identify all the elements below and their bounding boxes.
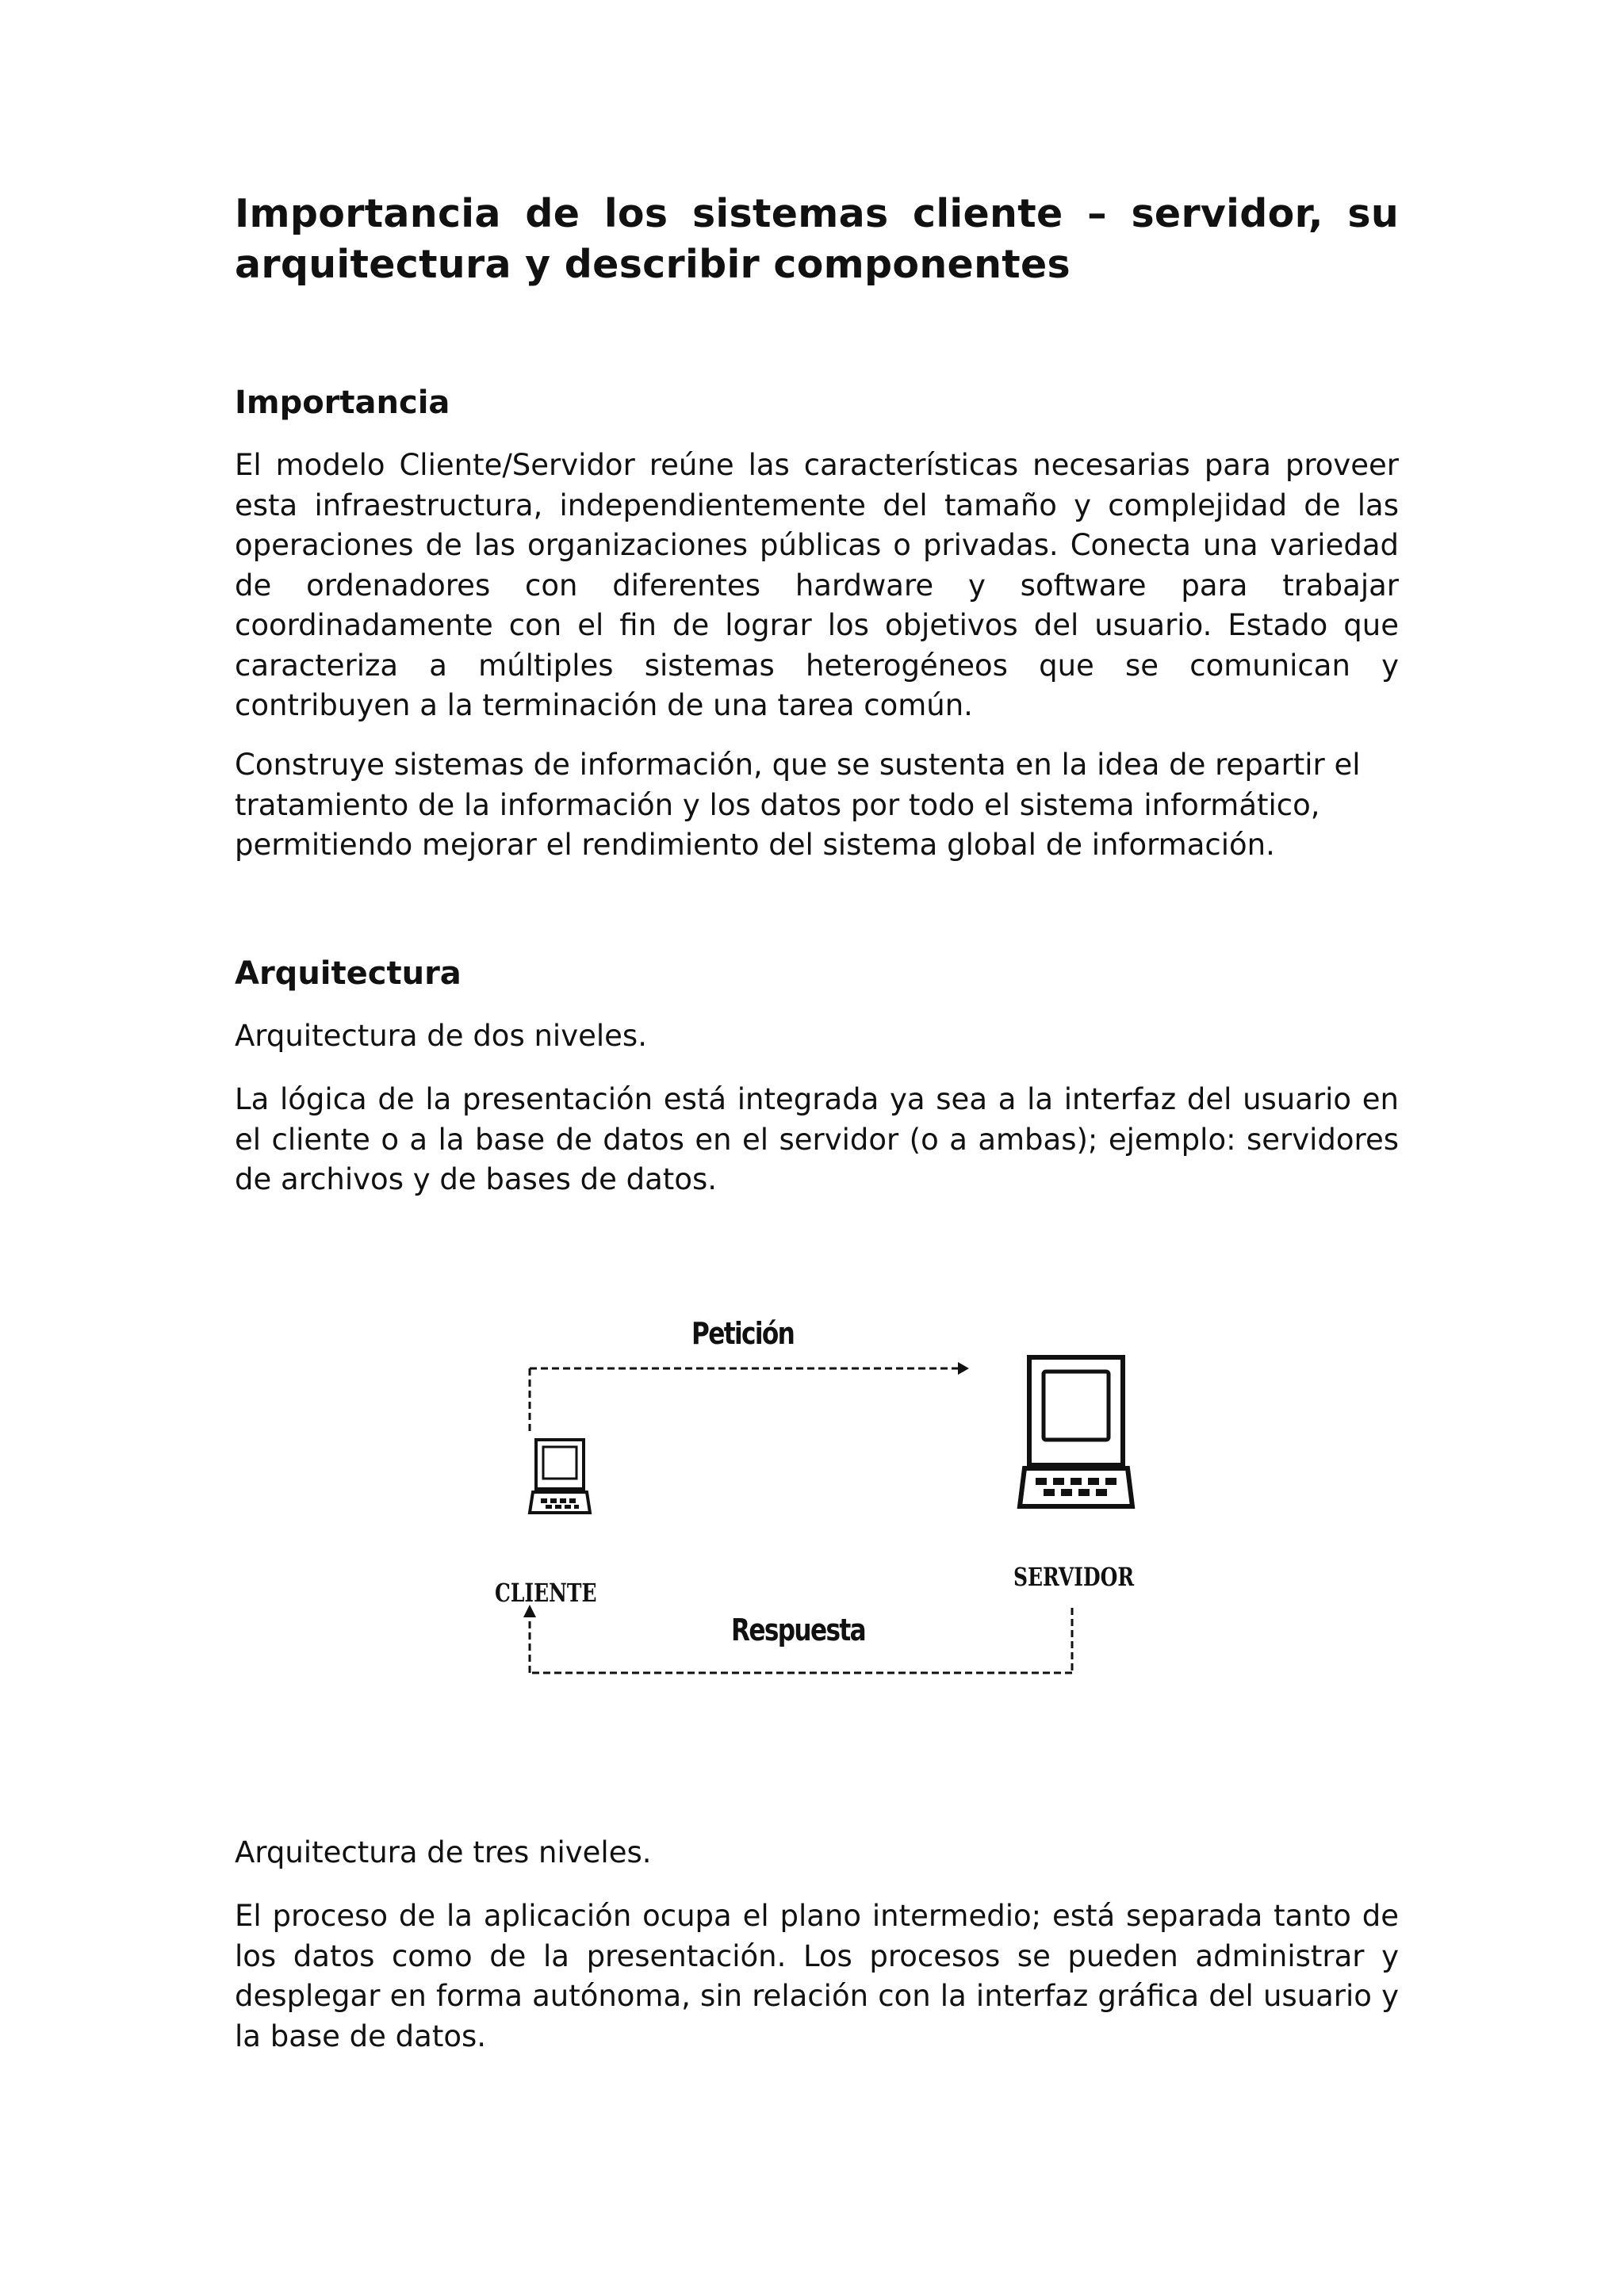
client-label: CLIENTE xyxy=(495,1578,597,1608)
paragraph-importancia-2 xyxy=(235,745,1399,866)
request-label: Petición xyxy=(691,1316,795,1351)
client-server-diagram xyxy=(484,1308,1150,1689)
paragraph-importancia-2-line-2: tratamiento de la información y los datos por todo el sistema informático, xyxy=(235,787,1320,822)
three-tier-title: Arquitectura de tres niveles. xyxy=(235,1835,652,1869)
paragraph-importancia-2-line-1: Construye sistemas de información, que se sustenta en la idea de repartir el xyxy=(235,748,1361,782)
paragraph-importancia-2-line-3: permitiendo mejorar el rendimiento del sistema global de información. xyxy=(235,828,1275,862)
paragraph-importancia-1: El modelo Cliente/Servidor reúne las características necesarias para proveer esta infraestructura, independientemente del tamaño y complejidad de las operaciones de las organizaciones públicas o privadas. Conecta una variedad de ordenadores con diferentes hardware y software para trabajar coordinadamente con el fin de lograr los objetivos del usuario. Estado que caracteriza a múltiples sistemas heterogéneos que se comunican y contribuyen a la terminación de una tarea común. xyxy=(235,448,1399,722)
request-arrowhead xyxy=(958,1362,969,1375)
heading-arquitectura: Arquitectura xyxy=(235,955,462,992)
two-tier-title: Arquitectura de dos niveles. xyxy=(235,1019,647,1053)
server-computer-icon xyxy=(1020,1357,1132,1506)
document-title: Importancia de los sistemas cliente – servidor, su arquitectura y describir componentes xyxy=(235,191,1399,287)
heading-importancia: Importancia xyxy=(235,385,450,421)
client-computer-icon xyxy=(530,1440,590,1513)
three-tier-text: El proceso de la aplicación ocupa el plano intermedio; está separada tanto de los datos como de la presentación. Los procesos se pueden administrar y desplegar en forma autónoma, sin relación con la interfaz gráfica del usuario y la base de datos. xyxy=(235,1899,1399,2053)
server-label: SERVIDOR xyxy=(1013,1562,1135,1592)
response-label: Respuesta xyxy=(731,1613,866,1647)
two-tier-text: La lógica de la presentación está integrada ya sea a la interfaz del usuario en el cliente o a la base de datos en el servidor (o a ambas); ejemplo: servidores de archivos y de bases de datos. xyxy=(235,1082,1399,1196)
request-arrow xyxy=(530,1368,958,1431)
